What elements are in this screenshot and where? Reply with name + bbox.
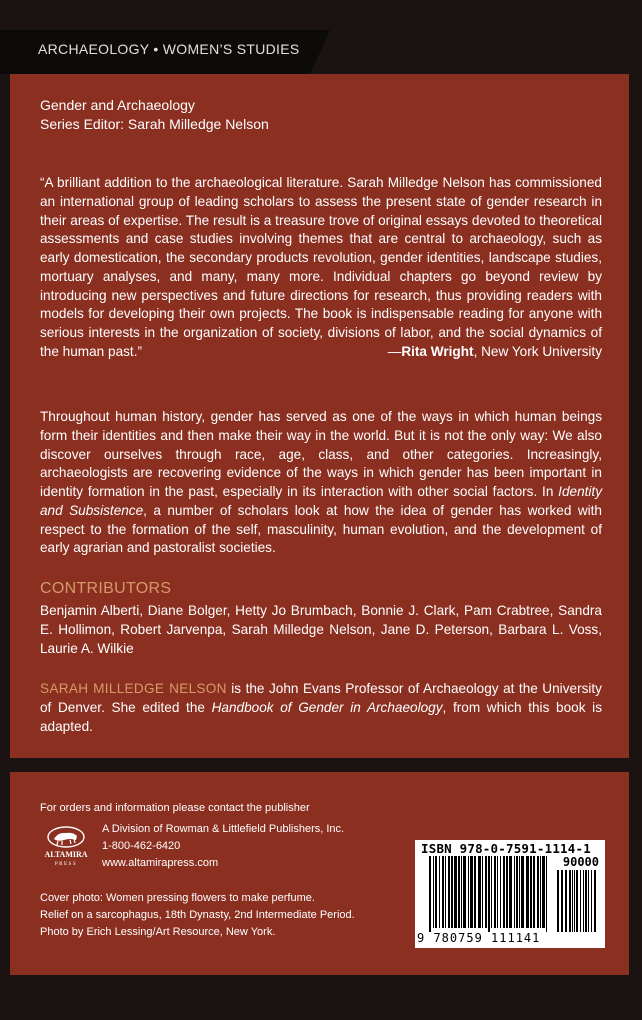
barcode-bar [439,856,440,928]
barcode-bar [461,856,462,928]
addon-bar [574,870,575,932]
barcode-bar [435,856,437,928]
altamira-logo [40,824,92,868]
author-bio-text: is the John Evans Professor of Archaeology at the University of Denver. She edited the [40,681,602,715]
publisher-info [102,821,344,872]
horse-icon [48,827,84,847]
addon-bar [557,870,559,932]
barcode-bar [445,856,446,928]
credit-line-3: Photo by Erich Lessing/Art Resource, New York. [40,926,276,938]
author-bio-end: , from which this book is adapted. [40,699,602,734]
quote-text: “A brilliant addition to the archaeological literature. Sarah Milledge Nelson has commissioned an international group of leading scholars to assess the present state of gender research in their areas of expertise. The result is a treasure trove of original essays devoted to theoretical assessments and case studies involving themes that are central to archaeology, such as early domestication, the secondary products revolution, gender identities, landscape studies, mortuary analyses, and many, many more. Individual chapters go beyond review by introducing new perspectives and future directions for research, thus providing readers with models for developing their own projects. The book is indispensable reading for anyone with serious interests in the organization of society, divisions of labor, and the social dynamics of the human past.” [40,175,602,359]
barcode-bar [526,856,529,928]
barcode-bar [429,856,431,932]
handbook-title: Handbook of Gender in Archaeology [211,699,443,715]
barcode-bar [463,856,466,928]
addon-bar [585,870,587,932]
barcode-bar [509,856,512,928]
contributors-list: Benjamin Alberti, Diane Bolger, Hetty Jo Brumbach, Bonnie J. Clark, Pam Crabtree, Sandra E. Hollimon, Robert Jarvenpa, Sarah Milledge Nelson, Jane D. Peterson, Barbara L. Voss, Laurie A. Wilkie [40,603,602,656]
author-bio [40,680,602,736]
barcode-bar [494,856,496,928]
publisher-phone: 1-800-462-6420 [102,840,181,852]
barcode-bar [514,856,515,928]
addon-bar [572,870,573,932]
barcode-bar [542,856,545,928]
main-barcode [429,856,547,932]
review-quote [40,174,602,362]
barcode-bar [546,856,547,932]
isbn-barcode [415,840,605,948]
barcode-bar [482,856,483,928]
barcode-bar [458,856,460,928]
barcode-bar [485,856,487,928]
addon-bar [583,870,584,932]
barcode-bar [442,856,444,928]
publisher-website[interactable]: www.altamirapress.com [102,857,219,869]
barcode-bar [478,856,481,928]
barcode-bar [519,856,520,928]
barcode-bar [497,856,498,928]
barcode-bar [540,856,541,928]
barcode-bar [470,856,473,928]
publisher-division: A Division of Rowman & Littlefield Publishers, Inc. [102,823,345,835]
barcode-bars [421,856,598,934]
barcode-bar [448,856,450,928]
author-name: SARAH MILLEDGE NELSON [40,681,227,696]
barcode-bar [433,856,434,928]
series-name: Gender and Archaeology [40,97,195,113]
barcode-bar [533,856,535,928]
addon-bar [594,870,596,932]
barcode-number: 9 780759 111141 [417,931,541,945]
barcode-bar [503,856,505,928]
addon-bar [591,870,592,932]
quote-dash: — [387,343,402,359]
addon-bar [561,870,563,932]
cover-credits [40,890,355,941]
logo-press: PRESS [54,862,78,867]
barcode-bar [474,856,476,928]
addon-bar [588,870,589,932]
addon-bar [576,870,578,932]
addon-bar [565,870,567,932]
description-text: Throughout human history, gender has served as one of the ways in which human beings form their identities and then make their way in the world. But it is not the only way: We also discover ourselves through race, age, class, and other categories. Increasingly, archaeologists are recovering evidence of the ways in which gender has been important in identity formation in the past, especially in its interaction with other social factors. In [40,409,602,499]
barcode-bar [521,856,524,928]
addon-bar [569,870,571,932]
credit-line-1: Cover photo: Women pressing flowers to make perfume. [40,892,315,904]
barcode-bar [488,856,490,932]
barcode-bar [454,856,457,928]
barcode-bar [468,856,469,928]
description-text-end: , a number of scholars look at how the idea of gender has worked with respect to the formation of the self, masculinity, human evolution, and the development of early agrarian and pastoralist societies. [40,502,602,556]
barcode-bar [516,856,518,928]
contributors-heading: CONTRIBUTORS [40,580,172,597]
series-info [40,96,269,134]
price-code: 90000 [562,855,599,869]
credit-line-2: Relief on a sarcophagus, 18th Dynasty, 2nd Intermediate Period. [40,909,355,921]
orders-info: For orders and information please contact the publisher [40,802,310,814]
barcode-bar [530,856,532,928]
barcode-bar [500,856,501,928]
book-title: Identity and Subsistence [40,484,602,518]
barcode-bar [491,856,492,928]
isbn-label: ISBN 978-0-7591-1114-1 [421,841,591,856]
addon-barcode [557,870,596,932]
addon-bar [580,870,581,932]
logo-name: ALTAMIRA [44,850,88,859]
category-label: ARCHAEOLOGY • WOMEN’S STUDIES [38,41,300,57]
series-editor: Series Editor: Sarah Milledge Nelson [40,116,269,132]
quote-author: Rita Wright [401,343,474,359]
book-description [40,408,602,558]
barcode-bar [451,856,453,928]
barcode-bar [506,856,508,928]
barcode-bar [537,856,539,928]
quote-affiliation: , New York University [473,343,602,359]
